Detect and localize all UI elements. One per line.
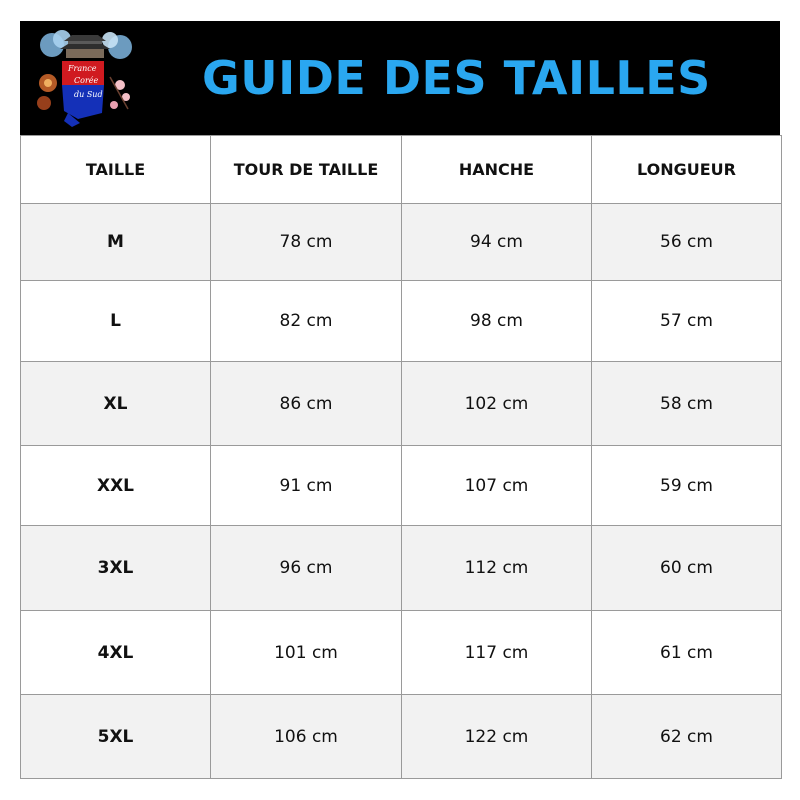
length-cell: 61 cm <box>592 611 782 695</box>
header-banner <box>20 21 780 135</box>
table-row <box>21 446 782 526</box>
size-cell: 5XL <box>21 695 211 779</box>
hip-cell: 122 cm <box>402 695 592 779</box>
waist-cell: 106 cm <box>211 695 402 779</box>
length-cell: 57 cm <box>592 281 782 362</box>
length-cell: 60 cm <box>592 526 782 611</box>
logo-text-2: Corée <box>74 76 99 85</box>
table-row <box>21 695 782 779</box>
waist-cell: 101 cm <box>211 611 402 695</box>
hip-cell: 102 cm <box>402 362 592 446</box>
size-cell: L <box>21 281 211 362</box>
table-row <box>21 362 782 446</box>
waist-cell: 78 cm <box>211 204 402 281</box>
table-row <box>21 526 782 611</box>
length-cell: 58 cm <box>592 362 782 446</box>
length-cell: 62 cm <box>592 695 782 779</box>
column-header-length: LONGUEUR <box>592 136 782 204</box>
waist-cell: 82 cm <box>211 281 402 362</box>
hip-cell: 117 cm <box>402 611 592 695</box>
table-row <box>21 204 782 281</box>
column-header-hip: HANCHE <box>402 136 592 204</box>
length-cell: 59 cm <box>592 446 782 526</box>
hip-cell: 112 cm <box>402 526 592 611</box>
size-cell: XL <box>21 362 211 446</box>
size-cell: XXL <box>21 446 211 526</box>
hip-cell: 107 cm <box>402 446 592 526</box>
waist-cell: 91 cm <box>211 446 402 526</box>
hip-cell: 98 cm <box>402 281 592 362</box>
logo-text-3: du Sud <box>74 90 103 99</box>
page-title: GUIDE DES TAILLES <box>202 51 711 105</box>
length-cell: 56 cm <box>592 204 782 281</box>
size-cell: M <box>21 204 211 281</box>
table-row <box>21 611 782 695</box>
size-cell: 3XL <box>21 526 211 611</box>
waist-cell: 86 cm <box>211 362 402 446</box>
brand-logo <box>34 27 136 131</box>
size-table <box>20 135 782 779</box>
size-cell: 4XL <box>21 611 211 695</box>
hip-cell: 94 cm <box>402 204 592 281</box>
waist-cell: 96 cm <box>211 526 402 611</box>
table-header-row <box>21 136 782 204</box>
column-header-waist: TOUR DE TAILLE <box>211 136 402 204</box>
table-row <box>21 281 782 362</box>
column-header-size: TAILLE <box>21 136 211 204</box>
logo-text-1: France <box>68 64 97 73</box>
